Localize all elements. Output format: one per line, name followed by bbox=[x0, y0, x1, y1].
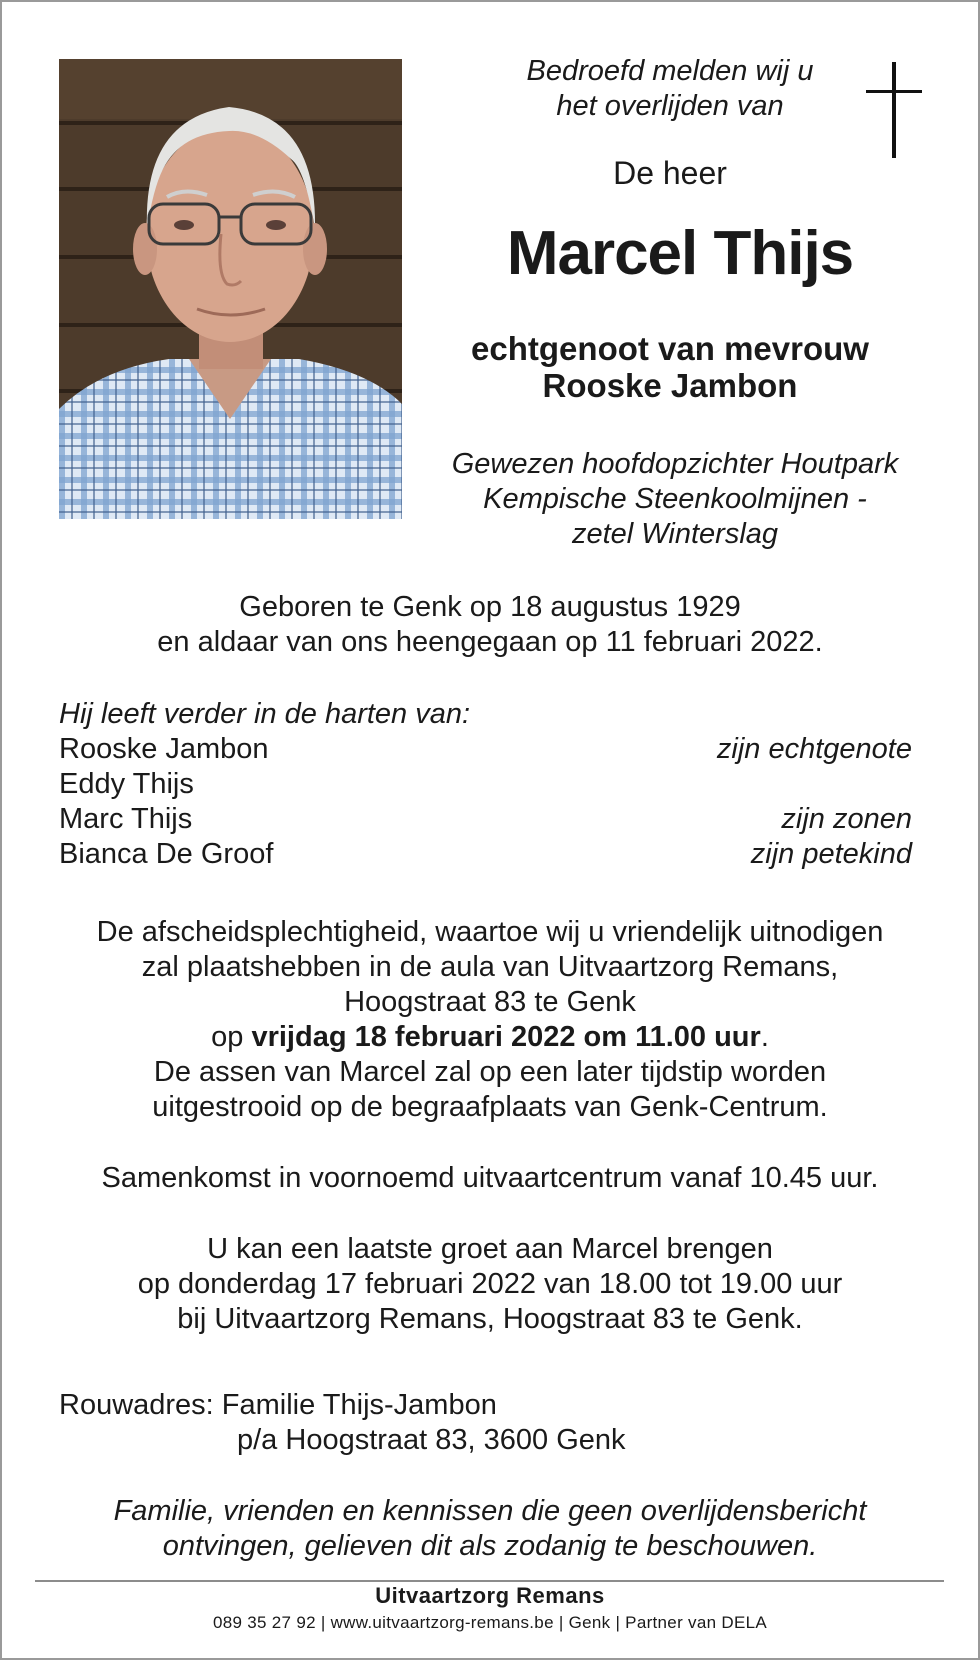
ceremony-info: De afscheidsplechtigheid, waartoe wij u vriendelijk uitnodigen zal plaatshebben in de aula van Uitvaartzorg Remans, Hoogstraat 83 te Genk op vrijdag 18 februari 2022 om 11.00 uur. De assen van Marcel zal op een later tijdstip worden uitgestrooid op de begraafplaats van Genk-Centrum. bbox=[96, 916, 884, 1123]
footer-divider bbox=[35, 1580, 944, 1582]
portrait-photo bbox=[59, 59, 402, 519]
honorific: De heer bbox=[613, 155, 727, 191]
birth-death-info: Geboren te Genk op 18 augustus 1929 en aldaar van ons heengegaan op 11 februari 2022. bbox=[157, 591, 823, 658]
closing-note: Familie, vrienden en kennissen die geen overlijdensbericht ontvingen, gelieven dit als zodanig te beschouwen. bbox=[113, 1495, 867, 1562]
family-list bbox=[59, 697, 912, 872]
occupation: Gewezen hoofdopzichter Houtpark Kempische Steenkoolmijnen - zetel Winterslag bbox=[451, 448, 899, 550]
funeral-home-contact: 089 35 27 92 | www.uitvaartzorg-remans.be | Genk | Partner van DELA bbox=[212, 1613, 767, 1632]
list-item: Marc Thijs zijn zonen bbox=[59, 803, 912, 835]
funeral-home-name: Uitvaartzorg Remans bbox=[375, 1583, 605, 1608]
family-heading: Hij leeft verder in de harten van: bbox=[59, 698, 471, 730]
gathering-info: Samenkomst in voornoemd uitvaartcentrum vanaf 10.45 uur. bbox=[101, 1162, 879, 1194]
deceased-name: Marcel Thijs bbox=[506, 219, 854, 288]
spouse-info: echtgenoot van mevrouw Rooske Jambon bbox=[471, 330, 869, 404]
list-item: Rooske Jambon zijn echtgenote bbox=[59, 733, 912, 765]
announcement-intro: Bedroefd melden wij u het overlijden van bbox=[526, 55, 814, 122]
mourning-address: Rouwadres: Familie Thijs-Jambon p/a Hoogstraat 83, 3600 Genk bbox=[59, 1389, 626, 1456]
list-item: Eddy Thijs bbox=[59, 768, 194, 800]
ceremony-date: vrijdag 18 februari 2022 om 11.00 uur bbox=[251, 1021, 761, 1053]
list-item: Bianca De Groof zijn petekind bbox=[59, 838, 912, 870]
visitation-info: U kan een laatste groet aan Marcel brengen op donderdag 17 februari 2022 van 18.00 tot 19.00 uur bij Uitvaartzorg Remans, Hoogstraat 83 te Genk. bbox=[137, 1233, 843, 1335]
